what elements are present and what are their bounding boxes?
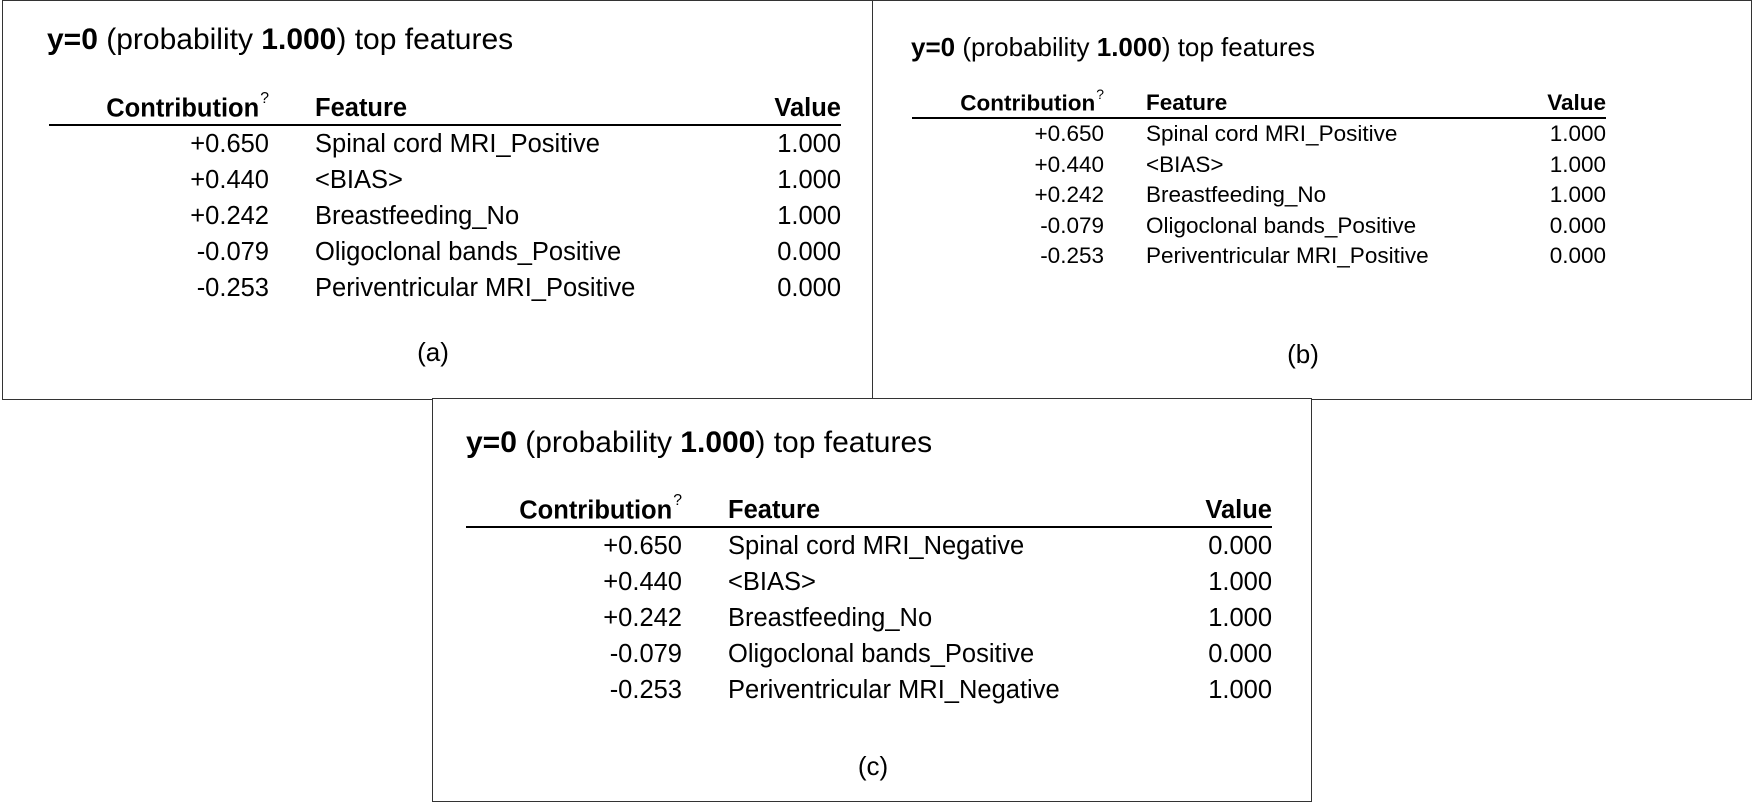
feature-cell: Breastfeeding_No bbox=[728, 603, 933, 632]
value-cell: 1.000 bbox=[1208, 675, 1272, 704]
panel-b bbox=[872, 0, 1752, 400]
column-header-contribution: Contribution? bbox=[466, 487, 728, 527]
table-row bbox=[466, 600, 1272, 636]
value-cell: 1.000 bbox=[1208, 567, 1272, 596]
column-header-feature: Feature bbox=[1146, 83, 1522, 118]
feature-table bbox=[49, 85, 841, 306]
contribution-cell: -0.079 bbox=[196, 237, 269, 266]
panel-caption: (b) bbox=[1287, 339, 1319, 369]
value-cell: 1.000 bbox=[1549, 151, 1606, 177]
feature-cell: <BIAS> bbox=[728, 567, 816, 596]
help-icon[interactable]: ? bbox=[1096, 85, 1104, 102]
feature-cell: Periventricular MRI_Negative bbox=[728, 675, 1060, 704]
feature-cell: Breastfeeding_No bbox=[1146, 182, 1327, 208]
column-header-feature: Feature bbox=[728, 487, 1176, 527]
value-cell: 0.000 bbox=[777, 273, 841, 302]
value-cell: 0.000 bbox=[1549, 212, 1606, 238]
value-cell: 1.000 bbox=[1549, 121, 1606, 147]
contribution-cell: +0.440 bbox=[603, 567, 682, 596]
panel-c bbox=[432, 398, 1312, 802]
contribution-cell: +0.650 bbox=[603, 531, 682, 560]
help-icon[interactable]: ? bbox=[673, 492, 682, 510]
contribution-cell: -0.253 bbox=[609, 675, 682, 704]
feature-cell: Periventricular MRI_Positive bbox=[1146, 243, 1429, 269]
column-header-value: Value bbox=[1522, 83, 1606, 118]
table-row bbox=[49, 125, 841, 162]
value-cell: 1.000 bbox=[777, 165, 841, 194]
feature-cell: Oligoclonal bands_Positive bbox=[315, 237, 622, 266]
contribution-cell: +0.242 bbox=[1034, 182, 1104, 208]
table-row bbox=[912, 211, 1606, 242]
contribution-cell: -0.253 bbox=[1040, 243, 1104, 269]
contribution-cell: +0.242 bbox=[603, 603, 682, 632]
contribution-cell: -0.079 bbox=[609, 639, 682, 668]
column-header-value: Value bbox=[1176, 487, 1272, 527]
value-cell: 1.000 bbox=[1549, 182, 1606, 208]
feature-table bbox=[466, 487, 1272, 708]
value-cell: 0.000 bbox=[777, 237, 841, 266]
panel-caption: (c) bbox=[857, 751, 889, 781]
table-row bbox=[49, 270, 841, 306]
table-row bbox=[49, 162, 841, 198]
feature-cell: Breastfeeding_No bbox=[315, 201, 520, 230]
column-header-feature: Feature bbox=[315, 85, 745, 125]
panel-heading: y=0 (probability 1.000) top features bbox=[466, 426, 933, 459]
table-header-row bbox=[49, 85, 841, 125]
panel-heading: y=0 (probability 1.000) top features bbox=[911, 32, 1316, 62]
contribution-cell: +0.440 bbox=[1034, 151, 1104, 177]
panel-heading: y=0 (probability 1.000) top features bbox=[47, 23, 514, 56]
contribution-cell: +0.650 bbox=[1034, 121, 1104, 147]
table-row bbox=[912, 118, 1606, 150]
value-cell: 0.000 bbox=[1549, 243, 1606, 269]
contribution-cell: +0.650 bbox=[190, 129, 269, 158]
table-row bbox=[912, 180, 1606, 211]
feature-table bbox=[912, 83, 1606, 272]
value-cell: 0.000 bbox=[1208, 639, 1272, 668]
value-cell: 1.000 bbox=[777, 201, 841, 230]
table-row bbox=[49, 234, 841, 270]
contribution-cell: +0.242 bbox=[190, 201, 269, 230]
feature-cell: Spinal cord MRI_Negative bbox=[728, 531, 1025, 560]
contribution-cell: -0.253 bbox=[196, 273, 269, 302]
value-cell: 0.000 bbox=[1208, 531, 1272, 560]
help-icon[interactable]: ? bbox=[260, 90, 269, 108]
table-row bbox=[466, 672, 1272, 708]
feature-cell: <BIAS> bbox=[315, 165, 403, 194]
feature-cell: Oligoclonal bands_Positive bbox=[1146, 212, 1417, 238]
contribution-cell: -0.079 bbox=[1040, 212, 1104, 238]
table-row bbox=[49, 198, 841, 234]
column-header-contribution: Contribution? bbox=[49, 85, 315, 125]
feature-cell: <BIAS> bbox=[1146, 151, 1224, 177]
feature-cell: Spinal cord MRI_Positive bbox=[315, 129, 600, 158]
table-header-row bbox=[466, 487, 1272, 527]
column-header-value: Value bbox=[745, 85, 841, 125]
feature-cell: Oligoclonal bands_Positive bbox=[728, 639, 1035, 668]
value-cell: 1.000 bbox=[777, 129, 841, 158]
table-row bbox=[466, 564, 1272, 600]
table-header-row bbox=[912, 83, 1606, 118]
panel-a bbox=[2, 0, 874, 400]
table-row bbox=[912, 150, 1606, 181]
value-cell: 1.000 bbox=[1208, 603, 1272, 632]
table-row bbox=[912, 241, 1606, 272]
column-header-contribution: Contribution? bbox=[912, 83, 1146, 118]
feature-cell: Spinal cord MRI_Positive bbox=[1146, 121, 1398, 147]
feature-cell: Periventricular MRI_Positive bbox=[315, 273, 636, 302]
table-row bbox=[466, 527, 1272, 564]
table-row bbox=[466, 636, 1272, 672]
panel-caption: (a) bbox=[417, 337, 449, 367]
contribution-cell: +0.440 bbox=[190, 165, 269, 194]
